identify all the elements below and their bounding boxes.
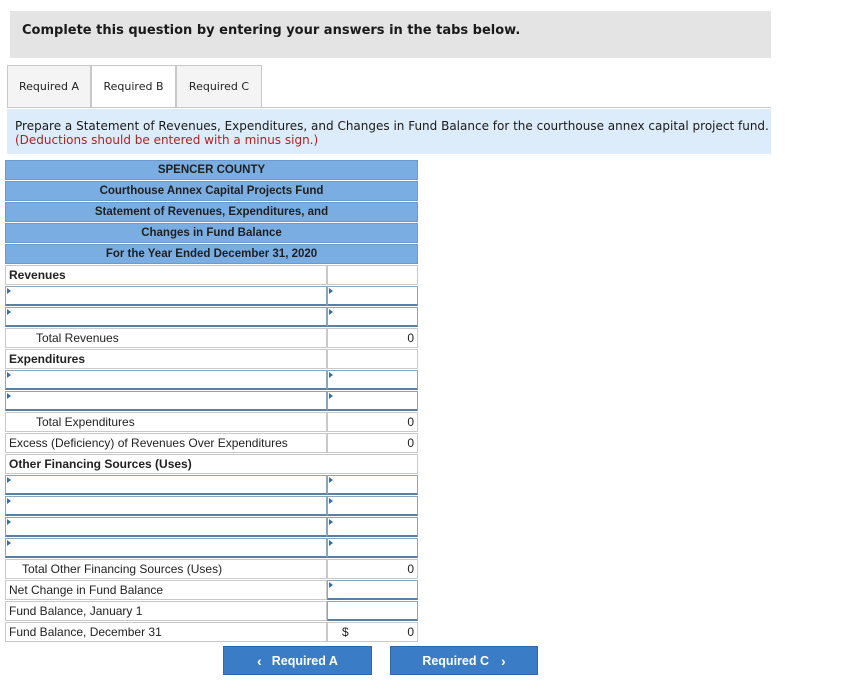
dropdown-marker-icon [329,498,333,504]
currency-symbol: $ [342,625,349,639]
total-revenues-row [5,328,418,348]
total-ofs-value: 0 [327,559,418,579]
ofs-input-row-2 [5,496,418,516]
revenue-amount-input-2[interactable] [327,307,418,327]
expenditure-amount-input-1[interactable] [327,370,418,390]
net-change-row [5,580,418,600]
total-expenditures-row [5,412,418,432]
dropdown-marker-icon [329,393,333,399]
total-expenditures-value: 0 [327,412,418,432]
expenditure-input-row-2 [5,391,418,411]
revenue-account-select-2[interactable] [5,307,327,327]
fund-balance-dec-value: 0 [407,625,414,639]
chevron-right-icon: › [501,652,506,669]
dropdown-marker-icon [7,372,11,378]
excess-value: 0 [327,433,418,453]
total-expenditures-label: Total Expenditures [5,412,327,432]
tab-required-b[interactable]: Required B [91,65,176,108]
expenditures-section-row [5,349,418,369]
ofs-input-row-1 [5,475,418,495]
expenditures-label: Expenditures [5,349,327,369]
dropdown-marker-icon [7,309,11,315]
dropdown-marker-icon [7,393,11,399]
fund-balance-dec-row [5,622,418,642]
dropdown-marker-icon [329,288,333,294]
fund-balance-dec-label: Fund Balance, December 31 [5,622,327,642]
statement-header-period: For the Year Ended December 31, 2020 [5,244,418,264]
next-button-label: Required C [422,653,489,668]
ofs-input-row-4 [5,538,418,558]
statement-header-title-1: Statement of Revenues, Expenditures, and [5,202,418,222]
prev-button-label: Required A [271,653,338,668]
tab-required-c[interactable]: Required C [176,65,262,108]
revenue-input-row-2 [5,307,418,327]
ofs-section-row [5,454,418,474]
prev-required-a-button[interactable] [223,646,372,675]
instruction-banner: Complete this question by entering your answers in the tabs below. [10,11,771,58]
financial-statement [5,160,418,643]
fund-balance-jan-label: Fund Balance, January 1 [5,601,327,621]
ofs-amount-input-2[interactable] [327,496,418,516]
fund-balance-jan-input[interactable] [327,601,418,621]
fund-balance-dec-value-cell [327,622,418,642]
net-change-input[interactable] [327,580,418,600]
revenue-account-select-1[interactable] [5,286,327,306]
revenues-section-row [5,265,418,285]
dropdown-marker-icon [329,477,333,483]
dropdown-marker-icon [7,477,11,483]
statement-header-title-2: Changes in Fund Balance [5,223,418,243]
total-revenues-value: 0 [327,328,418,348]
excess-row [5,433,418,453]
dropdown-marker-icon [7,288,11,294]
ofs-amount-input-1[interactable] [327,475,418,495]
statement-header-fund: Courthouse Annex Capital Projects Fund [5,181,418,201]
instructions-panel [7,109,771,154]
dropdown-marker-icon [329,582,333,588]
total-revenues-label: Total Revenues [5,328,327,348]
chevron-left-icon: ‹ [257,652,262,669]
ofs-input-row-3 [5,517,418,537]
fund-balance-jan-row [5,601,418,621]
tab-divider [7,107,771,108]
total-ofs-label: Total Other Financing Sources (Uses) [5,559,327,579]
expenditure-input-row-1 [5,370,418,390]
ofs-label: Other Financing Sources (Uses) [5,454,418,474]
expenditure-account-select-1[interactable] [5,370,327,390]
total-ofs-row [5,559,418,579]
revenues-label: Revenues [5,265,327,285]
next-required-c-button[interactable] [390,646,538,675]
excess-label: Excess (Deficiency) of Revenues Over Expenditures [5,433,327,453]
revenues-section-value [327,265,418,285]
ofs-account-select-3[interactable] [5,517,327,537]
expenditures-section-value [327,349,418,369]
revenue-amount-input-1[interactable] [327,286,418,306]
dropdown-marker-icon [7,519,11,525]
dropdown-marker-icon [329,309,333,315]
revenue-input-row-1 [5,286,418,306]
ofs-account-select-1[interactable] [5,475,327,495]
ofs-account-select-2[interactable] [5,496,327,516]
dropdown-marker-icon [329,540,333,546]
expenditure-amount-input-2[interactable] [327,391,418,411]
ofs-amount-input-4[interactable] [327,538,418,558]
expenditure-account-select-2[interactable] [5,391,327,411]
statement-header-entity: SPENCER COUNTY [5,160,418,180]
tab-required-a[interactable]: Required A [7,65,91,108]
ofs-amount-input-3[interactable] [327,517,418,537]
dropdown-marker-icon [329,372,333,378]
deductions-note: (Deductions should be entered with a minus sign.) [15,133,319,147]
ofs-account-select-4[interactable] [5,538,327,558]
dropdown-marker-icon [329,519,333,525]
instructions-text: Prepare a Statement of Revenues, Expenditures, and Changes in Fund Balance for the courthouse annex capital project fund. [15,119,769,133]
net-change-label: Net Change in Fund Balance [5,580,327,600]
dropdown-marker-icon [7,498,11,504]
dropdown-marker-icon [7,540,11,546]
